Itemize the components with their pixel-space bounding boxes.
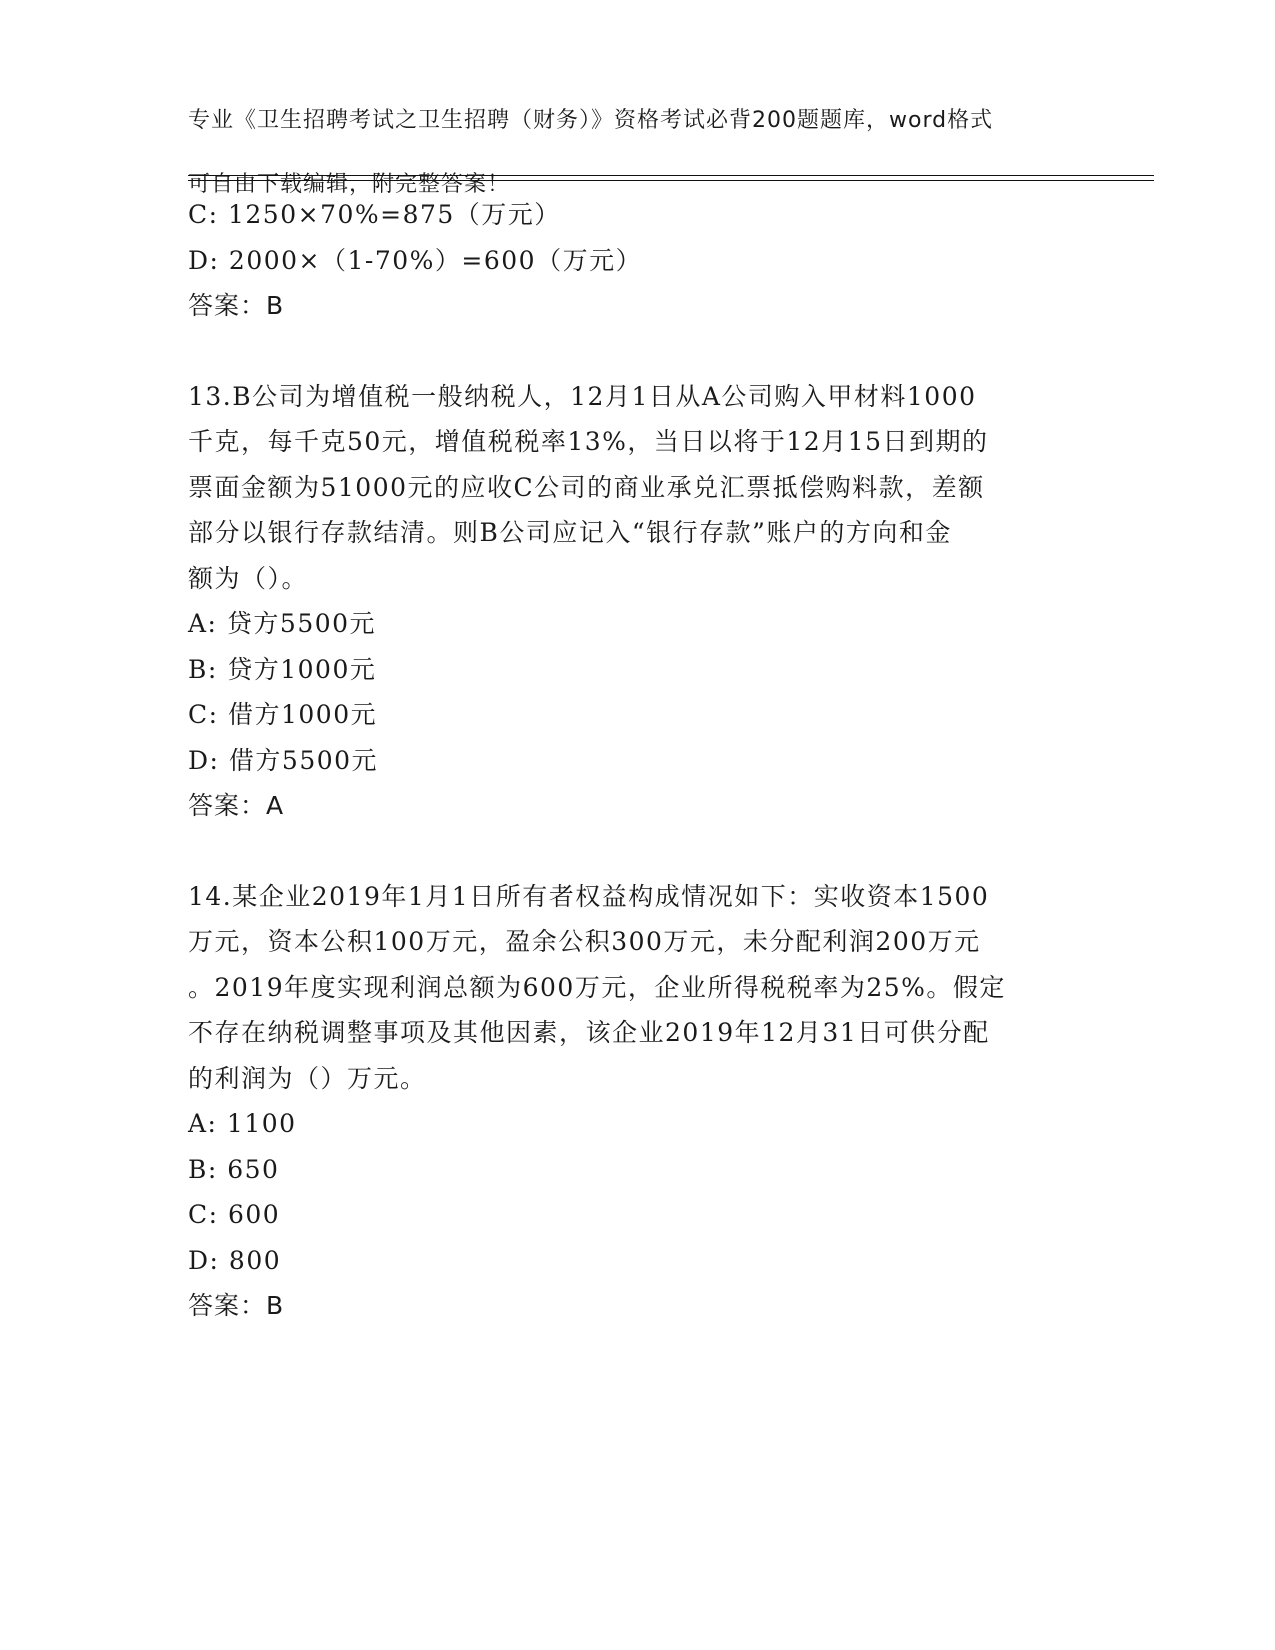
option-a: A: 贷方5500元 [188,609,377,638]
header-divider-top [188,175,1154,176]
option-c: C: 1250×70%=875（万元） [188,200,561,229]
question-text-line: 部分以银行存款结清。则B公司应记入“银行存款”账户的方向和金 [188,518,952,547]
option-a: A: 1100 [188,1109,297,1138]
question-text-line: 的利润为（）万元。 [188,1063,427,1093]
answer-line: 答案：B [188,1291,285,1320]
question-text-line: 万元，资本公积100万元，盈余公积300万元，未分配利润200万元 [188,927,981,956]
question-text-line: 额为（）。 [188,563,309,593]
option-b: B: 650 [188,1154,280,1184]
prev-question-block [188,192,1088,329]
option-d: D: 2000×（1-70%）=600（万元） [188,245,643,275]
header-title-line-1: 专业《卫生招聘考试之卫生招聘（财务）》资格考试必背200题题库，word格式 [188,108,994,133]
header-divider-bottom [188,180,1154,181]
spacer [188,829,1088,874]
option-b: B: 贷方1000元 [188,654,377,684]
question-text-line: 不存在纳税调整事项及其他因素，该企业2019年12月31日可供分配 [188,1018,990,1047]
answer-line: 答案：A [188,791,285,820]
question-text-line: 。2019年度实现利润总额为600万元，企业所得税税率为25%。假定 [188,972,1006,1002]
question-text-line: 千克，每千克50元，增值税税率13%，当日以将于12月15日到期的 [188,427,989,456]
option-d: D: 借方5500元 [188,745,379,775]
header-title-line-2: 可自由下载编辑，附完整答案！ [188,172,511,197]
question-text-line: 13.B公司为增值税一般纳税人，12月1日从A公司购入甲材料1000 [188,381,977,411]
spacer [188,329,1088,374]
question-13 [188,374,1088,829]
question-14 [188,874,1088,1329]
question-text-line: 14.某企业2019年1月1日所有者权益构成情况如下：实收资本1500 [188,881,990,911]
answer-line: 答案：B [188,291,285,320]
document-body [188,192,1088,1329]
option-c: C: 借方1000元 [188,700,378,729]
option-d: D: 800 [188,1245,282,1275]
question-text-line: 票面金额为51000元的应收C公司的商业承兑汇票抵偿购料款，差额 [188,472,985,502]
option-c: C: 600 [188,1200,281,1229]
